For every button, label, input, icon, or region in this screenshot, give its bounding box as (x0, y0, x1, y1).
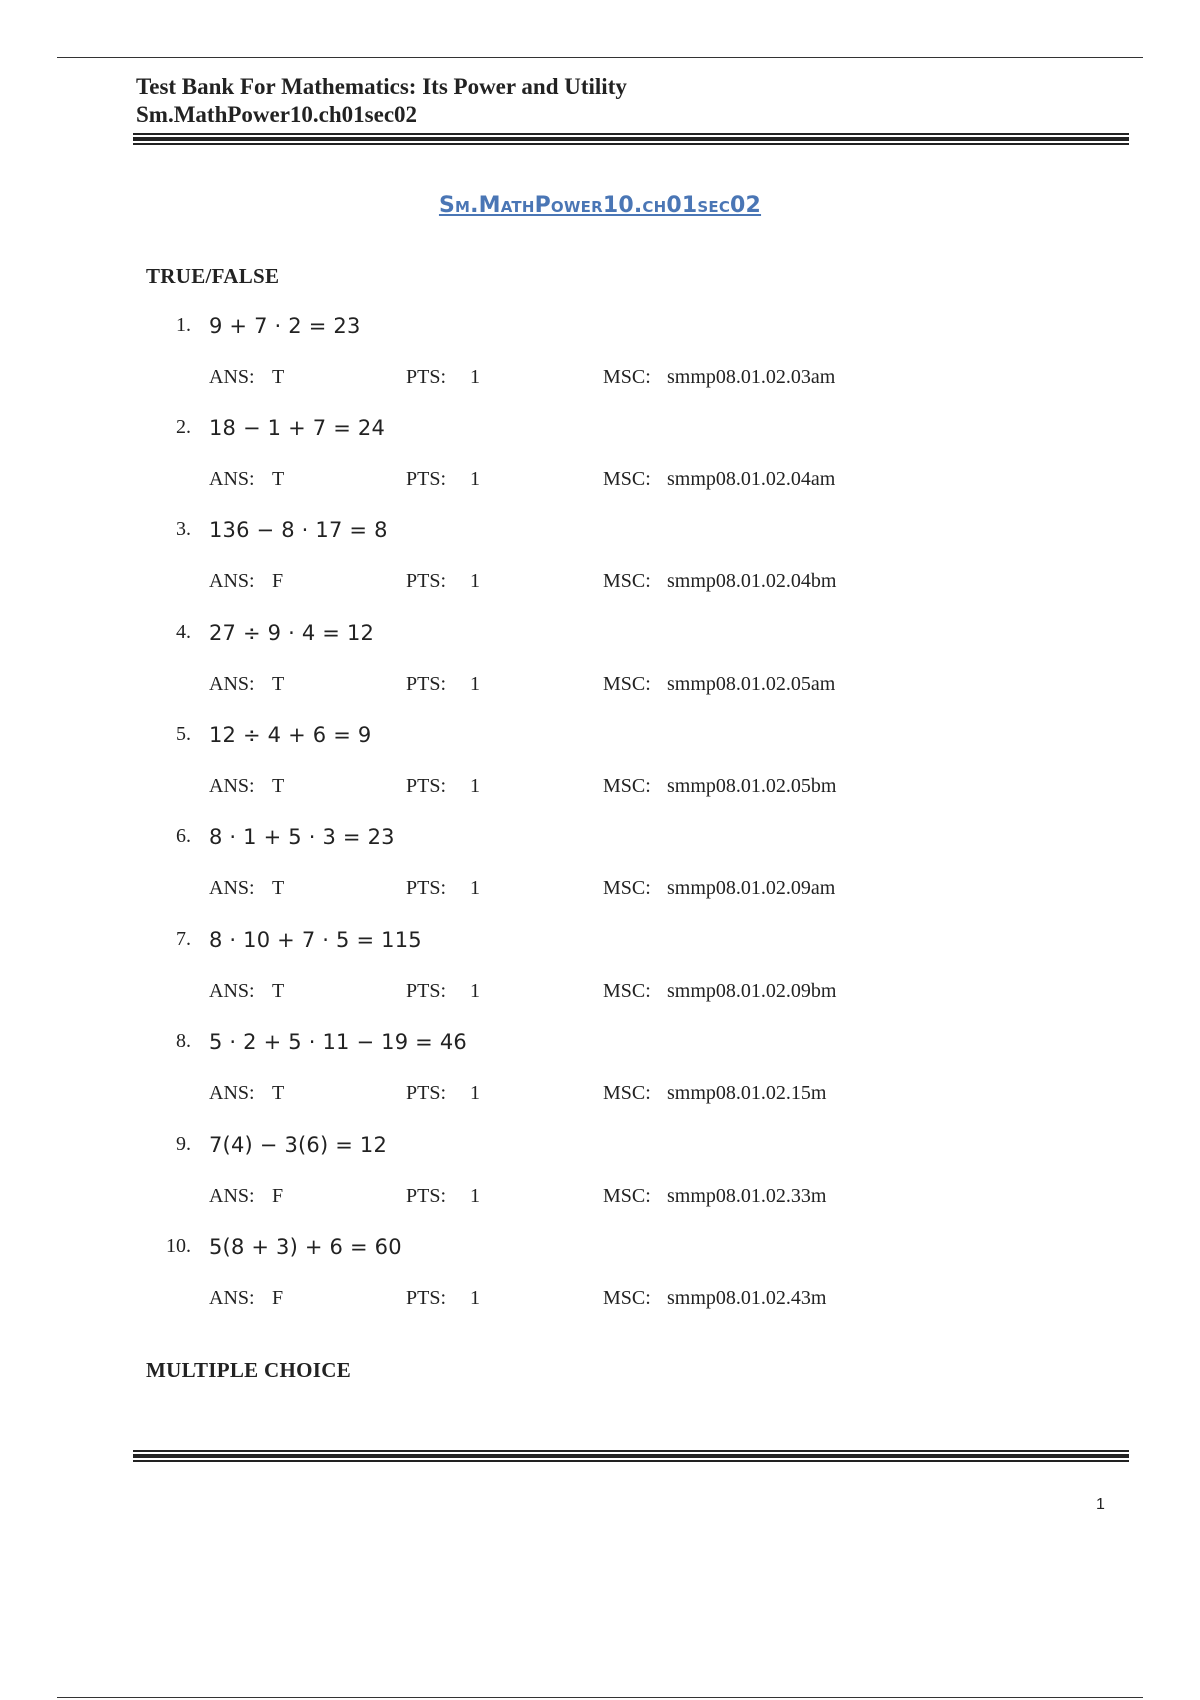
pts-label: PTS: (406, 1287, 447, 1309)
question-number: 1. (176, 314, 191, 336)
section-title-link[interactable]: Sm.MathPower10.ch01sec02 (438, 193, 762, 218)
question-expression: 12 ÷ 4 + 6 = 9 (209, 723, 372, 747)
ans-value: T (272, 366, 285, 388)
ans-label: ANS: (209, 1082, 255, 1104)
question-expression: 27 ÷ 9 · 4 = 12 (209, 621, 375, 645)
msc-value: smmp08.01.02.04am (667, 468, 836, 490)
header-title: Test Bank For Mathematics: Its Power and Utility (136, 74, 627, 99)
question-expression: 5 · 2 + 5 · 11 − 19 = 46 (209, 1030, 467, 1054)
question-expression: 9 + 7 · 2 = 23 (209, 314, 361, 338)
msc-value: smmp08.01.02.05am (667, 673, 836, 695)
ans-label: ANS: (209, 468, 255, 490)
pts-label: PTS: (406, 570, 447, 592)
ans-label: ANS: (209, 366, 255, 388)
question-number: 8. (176, 1030, 191, 1052)
question-item (0, 416, 1200, 518)
msc-value: smmp08.01.02.05bm (667, 775, 837, 797)
question-number: 7. (176, 928, 191, 950)
pts-label: PTS: (406, 980, 447, 1002)
pts-value: 1 (470, 980, 480, 1002)
pts-value: 1 (470, 468, 480, 490)
ans-value: F (272, 1185, 284, 1207)
ans-value: T (272, 775, 285, 797)
msc-value: smmp08.01.02.03am (667, 366, 836, 388)
msc-label: MSC: (603, 570, 651, 592)
ans-label: ANS: (209, 673, 255, 695)
ans-label: ANS: (209, 1287, 255, 1309)
ans-label: ANS: (209, 877, 255, 899)
multiple-choice-heading: MULTIPLE CHOICE (146, 1358, 352, 1382)
msc-value: smmp08.01.02.15m (667, 1082, 827, 1104)
msc-label: MSC: (603, 775, 651, 797)
ans-value: T (272, 1082, 285, 1104)
msc-label: MSC: (603, 673, 651, 695)
msc-label: MSC: (603, 366, 651, 388)
pts-value: 1 (470, 775, 480, 797)
msc-label: MSC: (603, 1287, 651, 1309)
ans-value: T (272, 673, 285, 695)
page-bottom-rule (57, 1697, 1143, 1698)
question-expression: 5(8 + 3) + 6 = 60 (209, 1235, 402, 1259)
question-item (0, 825, 1200, 927)
pts-label: PTS: (406, 1185, 447, 1207)
document-header (136, 73, 1130, 129)
question-item (0, 621, 1200, 723)
true-false-heading: TRUE/FALSE (146, 264, 280, 288)
footer-divider (133, 1450, 1129, 1462)
ans-value: T (272, 468, 285, 490)
question-number: 3. (176, 518, 191, 540)
msc-label: MSC: (603, 1082, 651, 1104)
pts-label: PTS: (406, 366, 447, 388)
pts-label: PTS: (406, 775, 447, 797)
question-expression: 7(4) − 3(6) = 12 (209, 1133, 388, 1157)
pts-value: 1 (470, 1185, 480, 1207)
ans-value: F (272, 570, 284, 592)
question-item (0, 314, 1200, 416)
question-item (0, 518, 1200, 620)
ans-label: ANS: (209, 980, 255, 1002)
header-divider (133, 133, 1129, 145)
msc-value: smmp08.01.02.33m (667, 1185, 827, 1207)
pts-label: PTS: (406, 1082, 447, 1104)
header-subtitle: Sm.MathPower10.ch01sec02 (136, 102, 418, 127)
pts-value: 1 (470, 1082, 480, 1104)
page-top-rule (57, 57, 1143, 58)
question-item (0, 723, 1200, 825)
ans-value: T (272, 980, 285, 1002)
question-expression: 18 − 1 + 7 = 24 (209, 416, 386, 440)
question-number: 2. (176, 416, 191, 438)
question-number: 10. (166, 1235, 191, 1257)
question-item (0, 1133, 1200, 1235)
ans-label: ANS: (209, 1185, 255, 1207)
msc-value: smmp08.01.02.09am (667, 877, 836, 899)
msc-label: MSC: (603, 468, 651, 490)
question-number: 6. (176, 825, 191, 847)
ans-value: T (272, 877, 285, 899)
pts-label: PTS: (406, 673, 447, 695)
question-number: 5. (176, 723, 191, 745)
msc-value: smmp08.01.02.04bm (667, 570, 837, 592)
question-item (0, 928, 1200, 1030)
question-number: 9. (176, 1133, 191, 1155)
question-expression: 136 − 8 · 17 = 8 (209, 518, 388, 542)
question-expression: 8 · 1 + 5 · 3 = 23 (209, 825, 395, 849)
ans-label: ANS: (209, 570, 255, 592)
pts-value: 1 (470, 366, 480, 388)
question-item (0, 1235, 1200, 1337)
ans-label: ANS: (209, 775, 255, 797)
pts-value: 1 (470, 673, 480, 695)
msc-value: smmp08.01.02.09bm (667, 980, 837, 1002)
question-expression: 8 · 10 + 7 · 5 = 115 (209, 928, 422, 952)
pts-value: 1 (470, 1287, 480, 1309)
msc-label: MSC: (603, 877, 651, 899)
pts-label: PTS: (406, 468, 447, 490)
question-number: 4. (176, 621, 191, 643)
page-number: 1 (1096, 1496, 1105, 1513)
msc-label: MSC: (603, 1185, 651, 1207)
pts-value: 1 (470, 570, 480, 592)
msc-value: smmp08.01.02.43m (667, 1287, 827, 1309)
pts-label: PTS: (406, 877, 447, 899)
question-item (0, 1030, 1200, 1132)
pts-value: 1 (470, 877, 480, 899)
msc-label: MSC: (603, 980, 651, 1002)
ans-value: F (272, 1287, 284, 1309)
